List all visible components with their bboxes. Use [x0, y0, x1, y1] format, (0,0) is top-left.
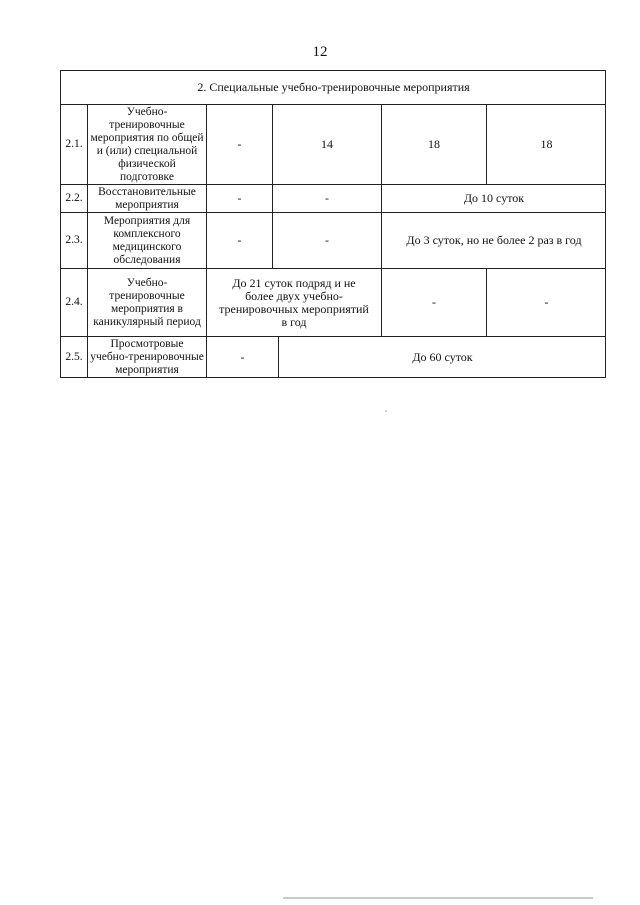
table-cell: - — [273, 185, 382, 213]
table-cell: 18 — [487, 105, 606, 185]
section-header: 2. Специальные учебно-тренировочные мероприятия — [61, 71, 606, 105]
table-cell: До 21 суток подряд и не более двух учебно-тренировочных мероприятий в год — [207, 269, 382, 337]
table-cell: - — [207, 337, 279, 378]
table-cell: - — [207, 185, 273, 213]
row-number: 2.5. — [61, 337, 88, 378]
page-number: 12 — [312, 44, 328, 60]
scan-speck — [385, 410, 387, 412]
table-cell: До 3 суток, но не более 2 раз в год — [382, 213, 606, 269]
table-cell: - — [207, 105, 273, 185]
table-cell: - — [382, 269, 487, 337]
table-cell: - — [207, 213, 273, 269]
row-number: 2.3. — [61, 213, 88, 269]
row-name: Восстановительные мероприятия — [88, 185, 207, 213]
table-cell: - — [273, 213, 382, 269]
row-number: 2.4. — [61, 269, 88, 337]
table-cell: 14 — [273, 105, 382, 185]
row-number: 2.1. — [61, 105, 88, 185]
row-name: Учебно-тренировочные мероприятия по общей и (или) специальной физической подготовке — [88, 105, 207, 185]
row-number: 2.2. — [61, 185, 88, 213]
table-cell: 18 — [382, 105, 487, 185]
schedule-table — [60, 70, 606, 378]
row-name: Просмотровые учебно-тренировочные мероприятия — [88, 337, 207, 378]
table-cell: - — [487, 269, 606, 337]
table-cell: До 10 суток — [382, 185, 606, 213]
row-name: Учебно-тренировочные мероприятия в каникулярный период — [88, 269, 207, 337]
table-cell: До 60 суток — [412, 350, 473, 364]
row-name: Мероприятия для комплексного медицинского обследования — [88, 213, 207, 269]
scan-edge-mark — [283, 897, 593, 899]
